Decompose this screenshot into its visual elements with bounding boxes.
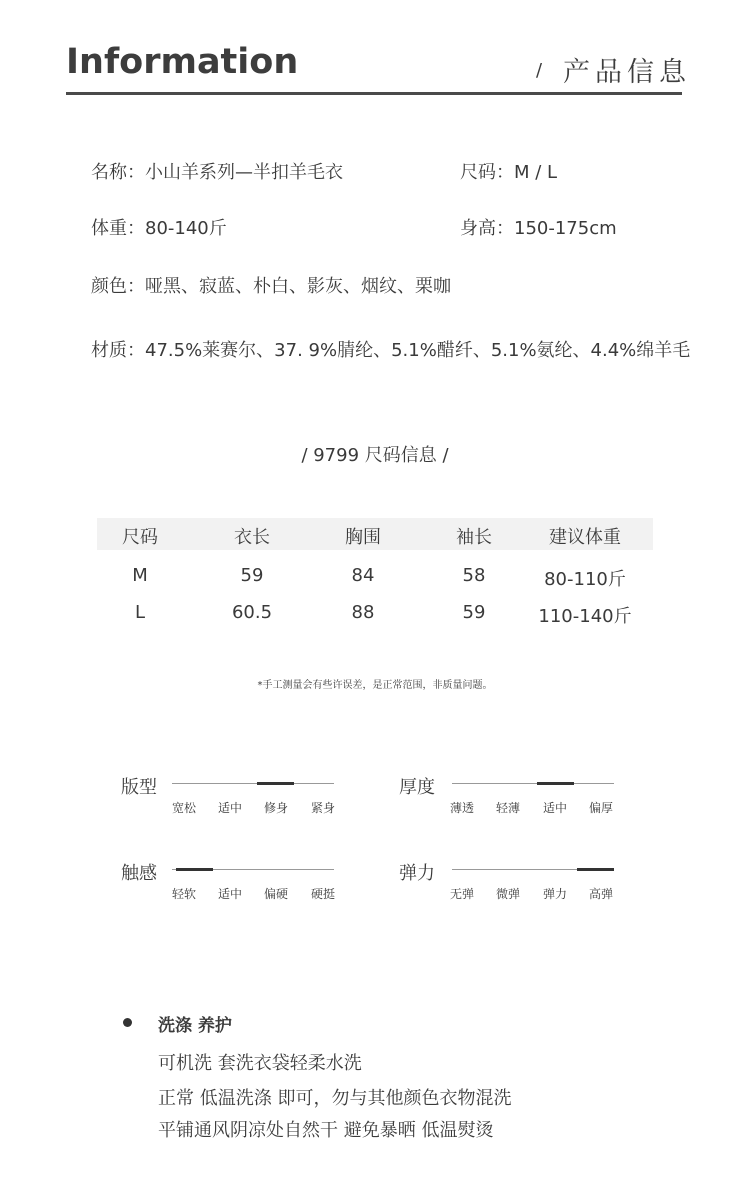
scale-marker	[176, 868, 213, 871]
scale-option: 偏厚	[588, 801, 613, 815]
table-cell: 58	[462, 565, 486, 586]
scale-option: 无弹	[449, 887, 474, 901]
header-cell: 建议体重	[549, 527, 621, 548]
table-cell: 80-110斤	[544, 569, 626, 590]
care-title: 洗涤 养护	[158, 1016, 232, 1036]
info-colors: 颜色：哑黑、寂蓝、朴白、影灰、烟纹、栗咖	[91, 276, 451, 297]
info-height: 身高：150-175cm	[460, 218, 617, 239]
info-size: 尺码：M / L	[460, 162, 558, 183]
scale-label: 厚度	[399, 777, 435, 798]
scale-option: 薄透	[449, 801, 474, 815]
scale-option: 微弹	[495, 887, 520, 901]
scale-option: 硬挺	[310, 887, 335, 901]
care-line: 正常 低温洗涤 即可，勿与其他颜色衣物混洗	[158, 1088, 512, 1109]
table-cell: 59	[462, 602, 486, 623]
scale-option: 轻薄	[495, 801, 520, 815]
header-cell: 衣长	[234, 527, 270, 548]
info-weight: 体重：80-140斤	[91, 218, 227, 239]
scale-track	[452, 783, 614, 784]
scale-option: 适中	[217, 801, 242, 815]
bullet-dot	[123, 1018, 132, 1027]
scale-option: 宽松	[171, 801, 196, 815]
scale-option: 修身	[263, 801, 288, 815]
scale-label: 版型	[121, 777, 157, 798]
scale-track	[172, 783, 334, 784]
title-slash: /	[536, 60, 543, 81]
scale-marker	[257, 782, 294, 785]
scale-label: 触感	[121, 863, 157, 884]
table-cell: 88	[351, 602, 375, 623]
scale-option: 轻软	[171, 887, 196, 901]
page-title-cn: 产品信息	[563, 57, 691, 88]
scale-option: 适中	[217, 887, 242, 901]
table-cell: 59	[240, 565, 264, 586]
header-cell: 尺码	[122, 527, 158, 548]
table-cell: 60.5	[231, 602, 273, 623]
scale-option: 紧身	[310, 801, 335, 815]
size-section-title: / 9799 尺码信息 /	[301, 445, 449, 466]
scale-marker	[577, 868, 614, 871]
care-line: 可机洗 套洗衣袋轻柔水洗	[158, 1053, 362, 1074]
table-cell: L	[134, 602, 146, 623]
info-name: 名称：小山羊系列—半扣羊毛衣	[91, 162, 343, 183]
scale-option: 适中	[542, 801, 567, 815]
scale-option: 高弹	[588, 887, 613, 901]
header-divider	[66, 92, 682, 95]
scale-marker	[537, 782, 574, 785]
scale-option: 弹力	[542, 887, 567, 901]
table-cell: M	[132, 565, 148, 586]
table-cell: 84	[351, 565, 375, 586]
scale-label: 弹力	[399, 863, 435, 884]
header-cell: 袖长	[456, 527, 492, 548]
care-line: 平铺通风阴凉处自然干 避免暴晒 低温熨烫	[158, 1120, 494, 1141]
info-material: 材质：47.5%莱赛尔、37. 9%腈纶、5.1%醋纤、5.1%氨纶、4.4%绵羊毛	[91, 340, 691, 361]
scale-option: 偏硬	[263, 887, 288, 901]
page-title: Information	[66, 42, 299, 82]
measurement-note: *手工测量会有些许误差，是正常范围，非质量问题。	[257, 680, 493, 691]
table-cell: 110-140斤	[538, 606, 632, 627]
header-cell: 胸围	[345, 527, 381, 548]
